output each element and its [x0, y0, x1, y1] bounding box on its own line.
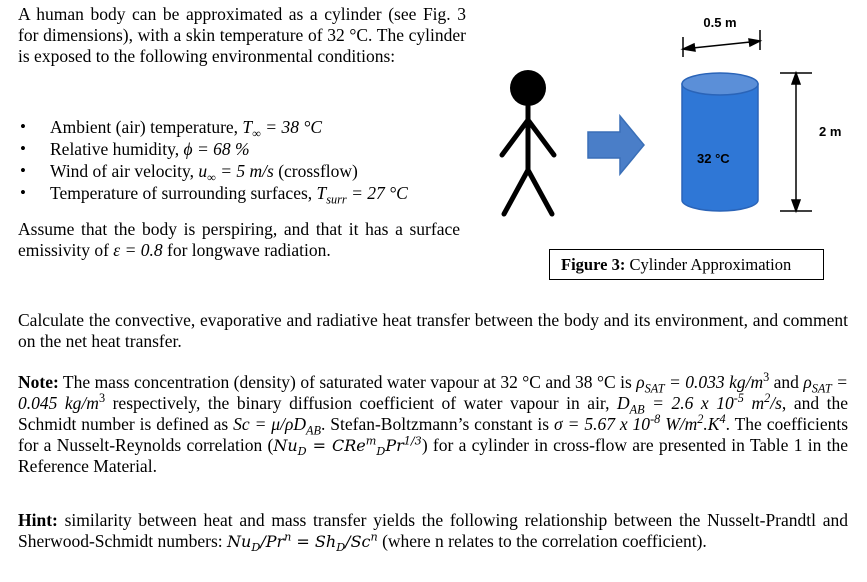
width-dimension	[683, 30, 760, 57]
nusselt-correlation: $Nu_D = CRe^m_DPr^{1/3}$	[273, 434, 422, 459]
note-paragraph: Note: The mass concentration (density) of saturated water vapour at 32 °C and 38 °C is $\rho_{SAT} = 0.033$ $kg/m^3$ and $\rho_{SAT} = 0.045$ $kg/m^3$ respectively, the binary diffusion coefficient of water vapour in air, $D_{AB} = 2.6$ x $10^{-5}$ $m^2/s$, and the Schmidt number is defined as $Sc = \mu/\rho D_{AB}$. Stefan-Boltzmann’s constant is σ = 5.67 x $10^{-8}$ $W/m^2.K^4$. The coefficients for a Nusselt-Reynolds correlation $(Nu_D = CRe^m_DPr^{1/3})$ for a cylinder in cross-flow are presented in Table 1 in the Reference Material.	[18, 370, 849, 476]
height-label: 2 m	[819, 124, 842, 139]
calculate-paragraph: Calculate the convective, evaporative and radiative heat transfer between the body and its environment, and comment on the net heat transfer.	[18, 310, 848, 351]
condition-ambient-temperature: • Ambient (air) temperature, $T_\infty = 38$ °C	[18, 116, 468, 138]
intro-paragraph: A human body can be approximated as a cylinder (see Fig. 3 for dimensions), with a skin temperature of 32 °C. The cylinder is exposed to the following environmental conditions:	[18, 4, 466, 66]
skin-temperature-label: 32 °C	[697, 151, 730, 166]
arrow-right-icon	[588, 116, 644, 174]
condition-relative-humidity: • Relative humidity, ϕ = 68 %	[18, 138, 468, 160]
assume-paragraph: Assume that the body is perspiring, and that it has a surface emissivity of ε = 0.8 for longwave radiation.	[18, 219, 460, 260]
cylinder-figure	[470, 0, 867, 250]
figure-caption: Figure 3: Cylinder Approximation	[549, 249, 824, 280]
condition-surroundings-temperature: • Temperature of surrounding surfaces, $T_{surr} = 27$ °C	[18, 182, 468, 204]
similarity-relation: $Nu_D/Pr^n = Sh_D/Sc^n$	[227, 530, 378, 555]
cylinder-shape	[682, 73, 758, 211]
width-label: 0.5 m	[703, 15, 737, 30]
hint-paragraph: Hint: similarity between heat and mass transfer yields the following relationship between the Nusselt-Prandtl and Sherwood-Schmidt numbers: $Nu_D/Pr^n = Sh_D/Sc^n$ (where n relates to the correlation coefficient).	[18, 510, 848, 555]
height-dimension	[780, 73, 812, 211]
condition-wind-velocity: • Wind of air velocity, $u_\infty = 5$ m/s (crossflow)	[18, 160, 468, 182]
conditions-list	[18, 116, 468, 207]
person-icon	[502, 70, 554, 214]
